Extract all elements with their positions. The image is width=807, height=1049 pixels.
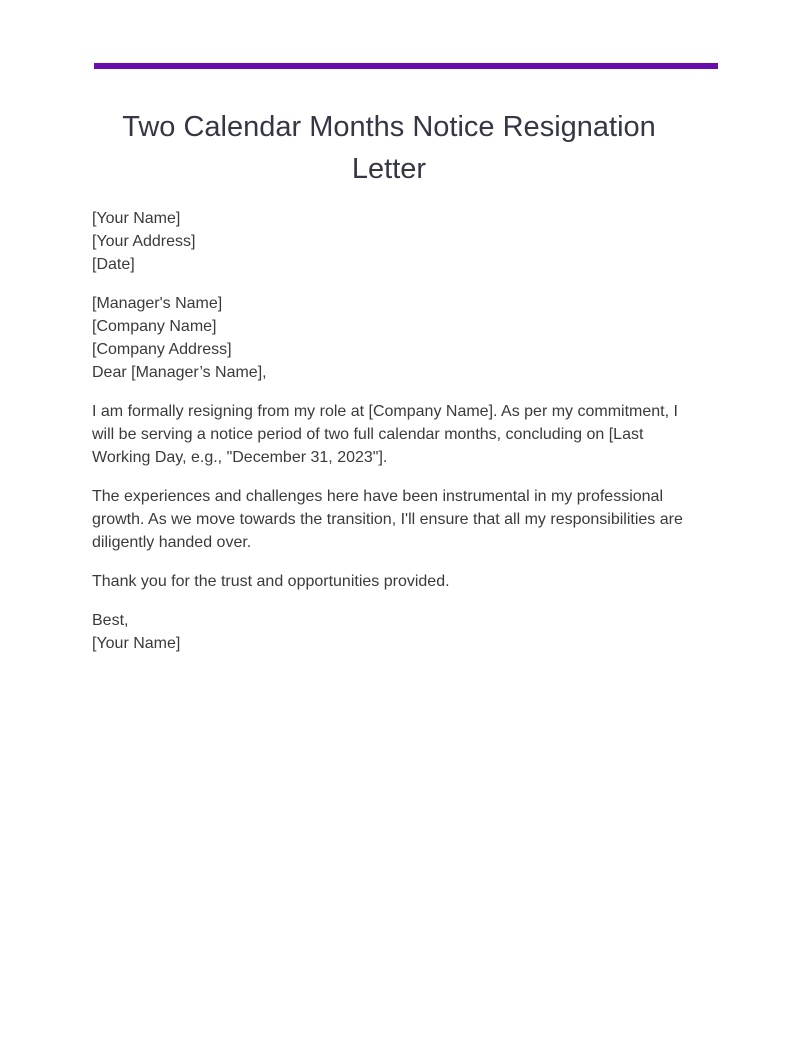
letter-date: [Date]: [92, 256, 135, 273]
salutation: Dear [Manager’s Name],: [92, 364, 267, 381]
sender-block: [92, 207, 702, 276]
signature-name: [Your Name]: [92, 635, 181, 652]
accent-bar: [94, 63, 718, 69]
sender-address: [Your Address]: [92, 233, 196, 250]
closing-block: [92, 609, 702, 655]
manager-name: [Manager's Name]: [92, 295, 223, 312]
paragraph-thanks: Thank you for the trust and opportunities provided.: [92, 573, 450, 590]
closing-phrase: Best,: [92, 612, 129, 629]
company-address: [Company Address]: [92, 341, 232, 358]
sender-name: [Your Name]: [92, 210, 181, 227]
document-title: Two Calendar Months Notice Resignation Letter: [122, 111, 656, 185]
recipient-block: [92, 292, 702, 384]
letter-body: [92, 207, 702, 671]
paragraph-resignation: I am formally resigning from my role at [Company Name]. As per my commitment, I will be serving a notice period of two full calendar months, concluding on [Last Working Day, e.g., "December 31, 2023"].: [92, 403, 678, 466]
paragraph-gratitude: The experiences and challenges here have been instrumental in my professional growth. As we move towards the transition, I'll ensure that all my responsibilities are diligently handed over.: [92, 488, 683, 551]
company-name: [Company Name]: [92, 318, 217, 335]
